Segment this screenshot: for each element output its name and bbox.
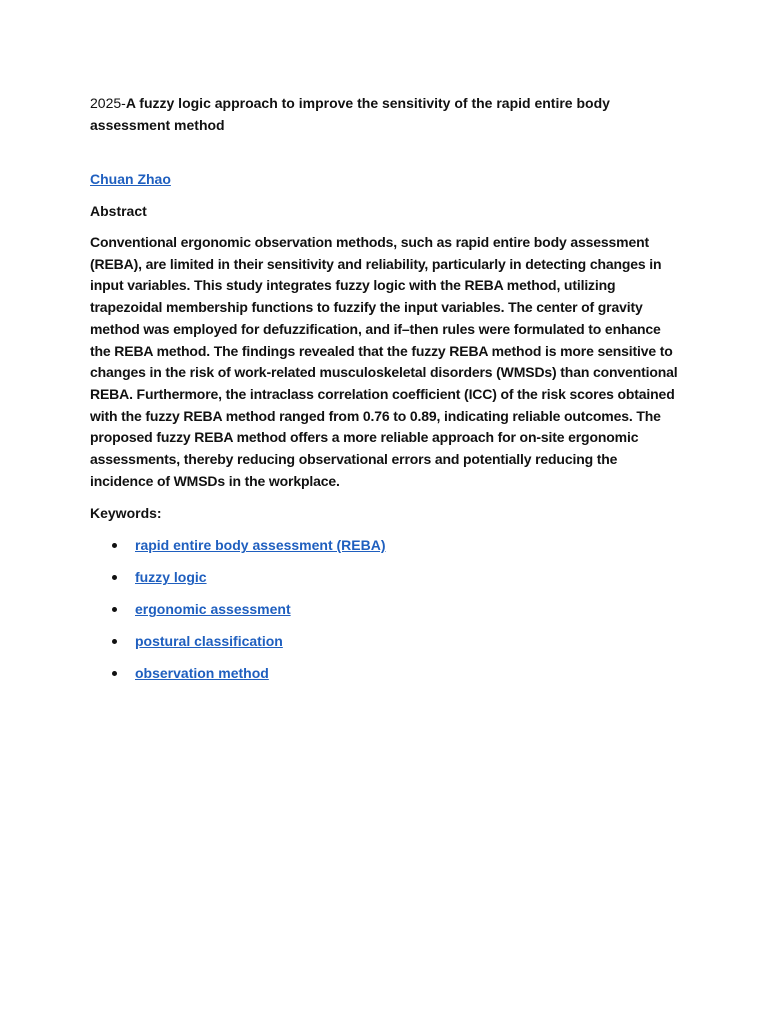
bullet-icon: [112, 607, 117, 612]
keyword-link-reba[interactable]: rapid entire body assessment (REBA): [135, 537, 386, 554]
abstract-text: Conventional ergonomic observation methods, such as rapid entire body assessment (REBA), are limited in their sensitivity and reliability, particularly in detecting changes in input variables. This study integrates fuzzy logic with the REBA method, utilizing trapezoidal membership functions to fuzzify the input variables. The center of gravity method was employed for defuzzification, and if–then rules were formulated to enhance the REBA method. The findings revealed that the fuzzy REBA method is more sensitive to changes in the risk of work-related musculoskeletal disorders (WMSDs) than conventional REBA. Furthermore, the intraclass correlation coefficient (ICC) of the risk scores obtained with the fuzzy REBA method ranged from 0.76 to 0.89, indicating reliable outcomes. The proposed fuzzy REBA method offers a more reliable approach for on-site ergonomic assessments, thereby reducing observational errors and potentially reducing the incidence of WMSDs in the workplace.: [90, 234, 678, 489]
paper-title-text: A fuzzy logic approach to improve the sensitivity of the rapid entire body assessment method: [90, 95, 610, 133]
keyword-item: [90, 534, 682, 566]
keyword-link-observation-method[interactable]: observation method: [135, 665, 269, 682]
abstract-heading: Abstract: [90, 203, 147, 219]
keyword-list: [90, 534, 682, 694]
keywords-heading: Keywords:: [90, 505, 162, 522]
keyword-item: [90, 598, 682, 630]
keyword-link-postural-classification[interactable]: postural classification: [135, 633, 283, 650]
author-link[interactable]: Chuan Zhao: [90, 171, 171, 187]
paper-year: 2025-: [90, 95, 126, 111]
keyword-item: [90, 566, 682, 598]
keyword-item: [90, 630, 682, 662]
document-page: [90, 92, 682, 694]
keyword-item: [90, 662, 682, 694]
keyword-link-ergonomic-assessment[interactable]: ergonomic assessment: [135, 601, 291, 618]
bullet-icon: [112, 575, 117, 580]
paper-title: [90, 92, 682, 136]
bullet-icon: [112, 639, 117, 644]
keyword-link-fuzzy-logic[interactable]: fuzzy logic: [135, 569, 207, 586]
bullet-icon: [112, 543, 117, 548]
bullet-icon: [112, 671, 117, 676]
